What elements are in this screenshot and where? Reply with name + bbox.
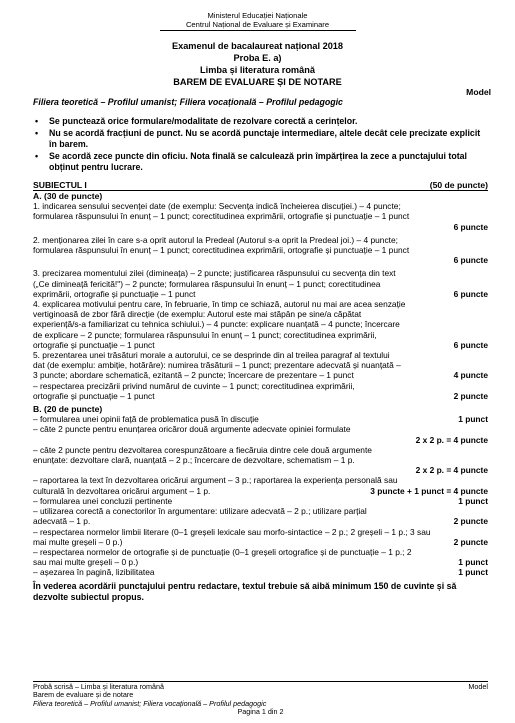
criterion-row xyxy=(33,455,488,465)
item-last-row xyxy=(33,370,488,380)
item-line: 1. indicarea sensului secvenței date (de exemplu: Secvența indică încheierea discuției.) – 4 puncte; xyxy=(33,201,401,212)
item-last-row xyxy=(33,391,488,401)
item-line: 5. prezentarea unei trăsături morale a autorului, ce se desprinde din al treilea paragraf al textului xyxy=(33,350,390,361)
criterion-points: 2 puncte xyxy=(453,516,488,527)
criterion-points: 1 punct xyxy=(458,557,488,568)
criterion-row xyxy=(33,557,488,567)
filiera-line: Filiera teoretică – Profilul umanist; Filiera vocațională – Profilul pedagogic xyxy=(33,97,343,107)
criterion-text: mai multe greșeli – 0 p.) xyxy=(33,536,123,547)
footer-model: Model xyxy=(468,682,488,691)
instruction-item: • Se punctează orice formulare/modalitate de rezolvare corectă a cerințelor. xyxy=(35,116,358,126)
instruction-item: • Se acordă zece puncte din oficiu. Nota finală se calculează prin împărțirea la zece a punctajului total obținut pentru lucrare. xyxy=(35,151,467,172)
item-line: ortografie și punctuație – 1 punct xyxy=(33,339,155,350)
item-total: 6 puncte xyxy=(453,221,488,232)
barem-title: BAREM DE EVALUARE ȘI DE NOTARE xyxy=(173,77,342,87)
instructions-list xyxy=(33,116,488,174)
item-line: formularea răspunsului în enunț – 1 punct; corectitudinea exprimării, ortografie și punctuație – 1 punct xyxy=(33,245,410,256)
criterion-points: 2 puncte xyxy=(453,536,488,547)
criterion-points: 1 punct xyxy=(458,414,488,425)
page-number: Pagina 1 din 2 xyxy=(237,707,284,717)
barem-content xyxy=(33,180,488,603)
footer-filiera: Filiera teoretică – Profilul umanist; Filiera vocațională – Profilul pedagogic xyxy=(33,698,267,708)
footer-exam: Probă scrisă – Limba și literatura română xyxy=(33,682,165,691)
item-line: exprimării, ortografie și punctuație – 1 punct xyxy=(33,288,196,299)
subject-title: Limba și literatura română xyxy=(200,65,315,75)
item-total: 6 puncte xyxy=(453,255,488,266)
criterion-text: – formularea unei opinii față de problematica pusă în discuție xyxy=(33,414,259,425)
criterion-row xyxy=(33,516,488,526)
bullet-icon: • xyxy=(35,116,39,126)
item-line: 3 puncte; abordare schematică, ezitantă – 2 puncte; încercare de prezentare – 1 punct xyxy=(33,370,354,381)
item-line: („Ce dimineață fericită!") – 2 puncte; formularea răspunsului în enunț – 1 punct; corectitudinea xyxy=(33,278,381,289)
criterion-row xyxy=(33,527,488,537)
item-total: 6 puncte xyxy=(453,288,488,299)
item-line: formularea răspunsului în enunț – 1 punct; corectitudinea exprimării, ortografie și punctuație – 1 punct xyxy=(33,211,410,222)
criterion-row xyxy=(33,445,488,455)
section-b-list xyxy=(33,414,488,577)
criterion-text: – formularea unei concluzii pertinente xyxy=(33,495,173,506)
ministry-header: Ministerul Educației Naționale xyxy=(207,11,308,20)
criterion-text: – câte 2 puncte pentru enunțarea oricăror două argumente adecvate opiniei formulate xyxy=(33,424,351,435)
bullet-icon: • xyxy=(35,128,39,138)
item-line: de explicare – 2 puncte; formularea răspunsului în enunț – 1 punct; corectitudinea exprimării, xyxy=(33,329,377,340)
criterion-row xyxy=(33,547,488,557)
subiect-label: SUBIECTUL I xyxy=(33,180,87,190)
item-total: 2 puncte xyxy=(453,390,488,401)
section-a-heading: A. (30 de puncte) xyxy=(33,191,103,201)
criterion-text: – respectarea normelor limbii literare (0–1 greșeli lexicale sau morfo-sintactice – 2 p.; 2 greșeli – 1 p.; 3 sau xyxy=(33,526,431,537)
item-last-row xyxy=(33,340,488,350)
subiect-heading xyxy=(33,180,488,191)
item-line: experiență/s-a familiarizat cu tehnica schiului.) – 4 puncte: explicare nuanțată – 4 puncte; încercare xyxy=(33,319,400,330)
criterion-text: – așezarea în pagină, lizibilitatea xyxy=(33,567,155,578)
criterion-text: – raportarea la text în dezvoltarea oricărui argument – 3 p.; raportarea la experiența personală sau xyxy=(33,475,398,486)
center-header: Centrul Național de Evaluare și Examinare xyxy=(185,20,330,29)
criterion-text: – câte 2 puncte pentru dezvoltarea corespunzătoare a fiecăruia dintre cele două argumente xyxy=(33,444,372,455)
item-line: vertiginoasă de zbor fără direcție (de exemplu: Autorul este mai stăpân pe sine/a căpătat xyxy=(33,309,362,320)
section-b-heading: B. (20 de puncte) xyxy=(33,404,103,415)
item-total: 6 puncte xyxy=(453,339,488,350)
criterion-points: 3 puncte + 1 punct = 4 puncte xyxy=(370,485,488,496)
final-note: În vederea acordării punctajului pentru redactare, textul trebuie să aibă minimum 150 de cuvinte și să dezvolte subiectul propus. xyxy=(33,580,457,602)
criterion-row xyxy=(33,506,488,516)
criterion-text: – utilizarea corectă a conectorilor în argumentare: utilizare adecvată – 2 p.; utilizare parțial xyxy=(33,506,367,517)
criterion-points: 1 punct xyxy=(458,495,488,506)
item-last-row xyxy=(33,289,488,299)
criterion-text: culturală în dezvoltarea oricărui argument – 1 p. xyxy=(33,485,211,496)
criterion-row xyxy=(33,537,488,547)
page-footer xyxy=(33,681,488,717)
criterion-row xyxy=(33,475,488,485)
footer-barem: Barem de evaluare și de notare xyxy=(33,690,134,700)
bullet-icon: • xyxy=(35,151,39,161)
item-line: 4. explicarea motivului pentru care, în februarie, în timp ce schiază, autorul nu mai are acea senzație xyxy=(33,299,406,310)
criterion-text: adecvată – 1 p. xyxy=(33,516,91,527)
criterion-points: 2 x 2 p. = 4 puncte xyxy=(415,465,488,476)
item-line: ortografie și punctuație – 1 punct xyxy=(33,390,155,401)
model-label: Model xyxy=(466,87,491,97)
criterion-row xyxy=(33,567,488,577)
criterion-text: sau mai multe greșeli – 0 p.) xyxy=(33,557,139,568)
criterion-text: – respectarea normelor de ortografie și de punctuație (0–1 greșeli ortografice și de punctuație – 1 p.; 2 xyxy=(33,546,412,557)
instruction-item: • Nu se acordă fracțiuni de punct. Nu se acordă punctaje intermediare, altele decât cele precizate explicit în barem. xyxy=(35,128,481,149)
criterion-row xyxy=(33,465,488,475)
subiect-points: (50 de puncte) xyxy=(429,180,488,190)
item-line: dat (de exemplu: ambiție, hotărâre): numirea trăsăturii – 1 punct; prezentare adecvată și nuanțată – xyxy=(33,360,401,371)
item-subtotal: 4 puncte xyxy=(453,370,488,381)
exam-title: Examenul de bacalaureat național 2018 xyxy=(171,41,344,51)
proba-title: Proba E. a) xyxy=(233,53,282,63)
item-line: 2. menționarea zilei în care s-a oprit autorul la Predeal (Autorul s-a oprit la Predeal joi.) – 4 puncte; xyxy=(33,234,398,245)
criterion-row xyxy=(33,424,488,434)
criterion-row xyxy=(33,414,488,424)
criterion-text: enunțate: dezvoltare clară, nuanțată – 2 p.; încercare de dezvoltare, schematism – 1 p. xyxy=(33,455,355,466)
item-line: – respectarea precizării privind numărul de cuvinte – 1 punct; corectitudinea exprimării, xyxy=(33,380,355,391)
item-line: 3. precizarea momentului zilei (dimineața) – 2 puncte; justificarea răspunsului cu secvența din text xyxy=(33,268,396,279)
criterion-points: 2 x 2 p. = 4 puncte xyxy=(415,434,488,445)
header-divider xyxy=(160,30,356,31)
criterion-row xyxy=(33,486,488,496)
criterion-row xyxy=(33,435,488,445)
criterion-row xyxy=(33,496,488,506)
criterion-points: 1 punct xyxy=(458,567,488,578)
